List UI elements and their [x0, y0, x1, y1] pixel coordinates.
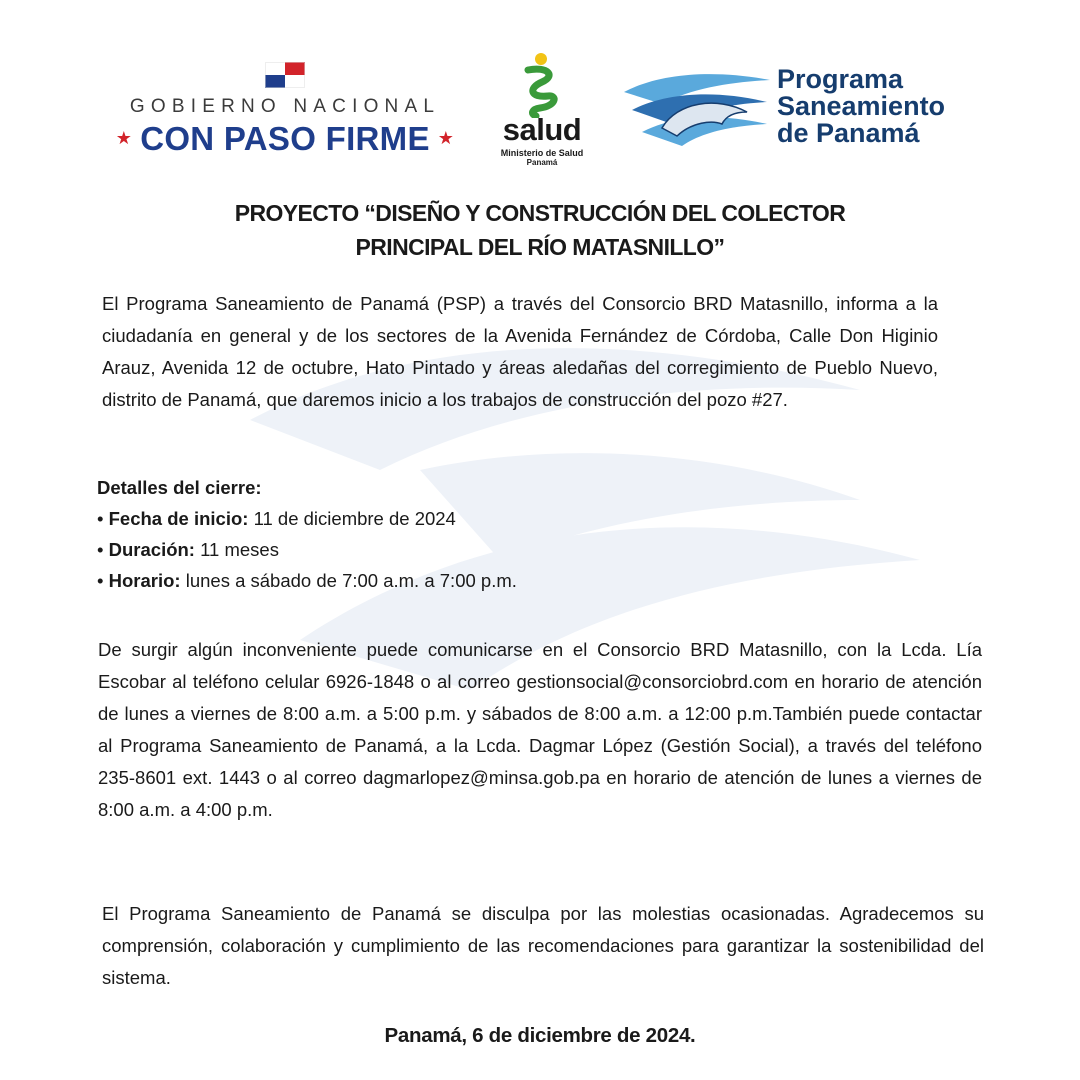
detail-label: Duración: [108, 539, 195, 560]
contact-paragraph: De surgir algún inconveniente puede comunicarse en el Consorcio BRD Matasnillo, con la Lcda. Lía Escobar al teléfono celular 6926-1848 o al correo gestionsocial@consorciobrd.com en horario de atención de lunes a viernes de 8:00 a.m. a 5:00 p.m. y sábados de 8:00 a.m. a 12:00 p.m.También puede contactar al Programa Saneamiento de Panamá, a la Lcda. Dagmar López (Gestión Social), a través del teléfono 235-8601 ext. 1443 o al correo dagmarlopez@minsa.gob.pa en horario de atención de lunes a viernes de 8:00 a.m. a 4:00 p.m. [98, 639, 982, 820]
dolphin-waves-icon [622, 62, 772, 154]
programa-saneamiento-wordmark [777, 66, 987, 147]
closing-date: Panamá, 6 de diciembre de 2024. [384, 1024, 696, 1047]
detail-item [97, 565, 797, 596]
star-icon: ★ [437, 127, 455, 148]
bullet-icon: • [97, 570, 104, 591]
psp-line-3: de Panamá [777, 118, 920, 148]
title-line-1: PROYECTO “DISEÑO Y CONSTRUCCIÓN DEL COLECTOR [234, 200, 846, 226]
bullet-icon: • [97, 539, 104, 560]
detail-label: Fecha de inicio: [108, 508, 249, 529]
salud-subtitle: Ministerio de Salud [500, 148, 584, 158]
detail-value: 11 de diciembre de 2024 [253, 508, 456, 529]
star-icon: ★ [115, 127, 133, 148]
intro-paragraph: El Programa Saneamiento de Panamá (PSP) a través del Consorcio BRD Matasnillo, informa a la ciudadanía en general y de los sectores de la Avenida Fernández de Córdoba, Calle Don Higinio Arauz, Avenida 12 de octubre, Hato Pintado y áreas aledañas del corregimiento de Pueblo Nuevo, distrito de Panamá, que daremos inicio a los trabajos de construcción del pozo #27. [102, 293, 938, 410]
detail-item [97, 534, 797, 565]
ministerio-salud-logo [494, 52, 590, 167]
panama-flag-icon [265, 62, 305, 88]
project-title [100, 196, 980, 264]
gobierno-nacional-text: GOBIERNO NACIONAL [129, 96, 441, 117]
psp-line-1: Programa [777, 64, 904, 94]
psp-line-2: Saneamiento [777, 91, 946, 121]
slogan-text: CON PASO FIRME [140, 120, 430, 157]
detail-label: Horario: [108, 570, 181, 591]
salud-emblem-icon [518, 52, 564, 118]
bullet-icon: • [97, 508, 104, 529]
title-line-2: PRINCIPAL DEL RÍO MATASNILLO” [355, 234, 725, 260]
gobierno-nacional-logo [105, 58, 465, 158]
programa-saneamiento-logo [622, 62, 982, 154]
con-paso-firme-text [105, 120, 465, 158]
detail-item [97, 503, 797, 534]
apology-paragraph: El Programa Saneamiento de Panamá se disculpa por las molestias ocasionadas. Agradecemos su comprensión, colaboración y cumplimiento de las recomendaciones para garantizar la sostenibilidad del sistema. [102, 903, 984, 988]
salud-country: Panamá [526, 158, 558, 167]
detail-value: lunes a sábado de 7:00 a.m. a 7:00 p.m. [185, 570, 517, 591]
details-heading: Detalles del cierre: [97, 477, 262, 498]
closure-details [97, 472, 797, 596]
detail-value: 11 meses [200, 539, 279, 560]
salud-wordmark: salud [502, 112, 582, 147]
